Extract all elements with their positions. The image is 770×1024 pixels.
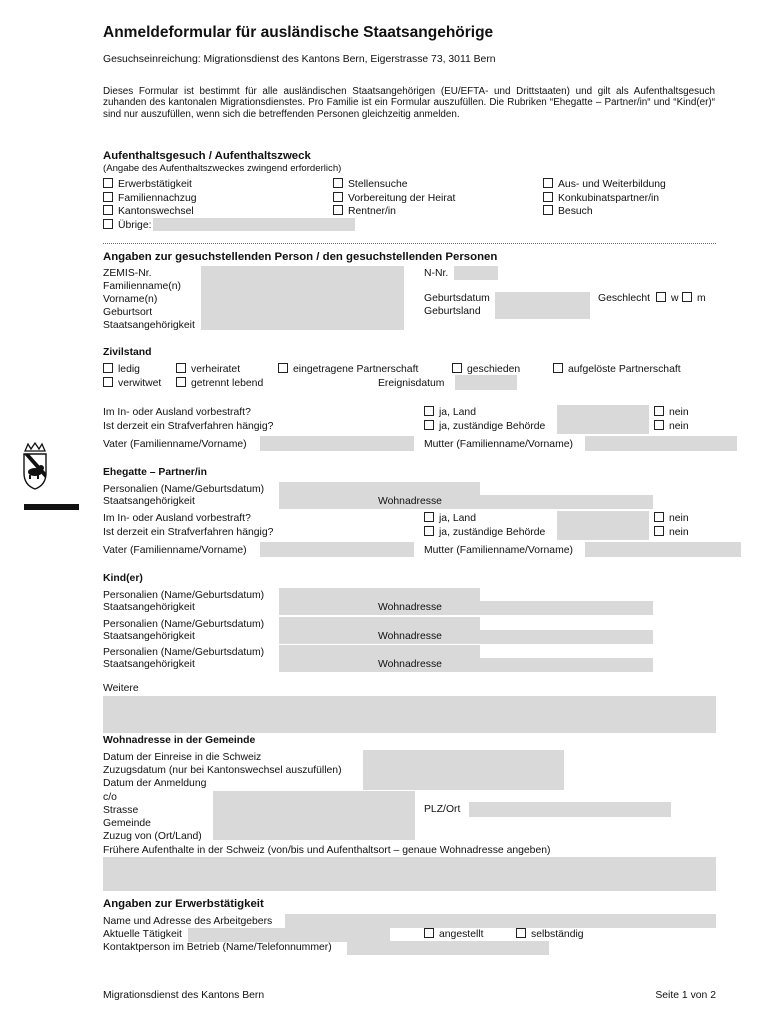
child3-wohnadresse-label: Wohnadresse: [378, 659, 442, 670]
fruehere-aufenthalte-label: Frühere Aufenthalte in der Schweiz (von/bis und Aufenthaltsort – genaue Wohnadresse angeben): [103, 845, 551, 856]
ereignisdatum-label: Ereignisdatum: [378, 378, 445, 389]
spouse-checkbox-ja-land[interactable]: ja, Land: [424, 512, 476, 525]
spouse-strafverfahren-question: Ist derzeit ein Strafverfahren hängig?: [103, 527, 274, 538]
mutter-label: Mutter (Familienname/Vorname): [424, 439, 573, 450]
checkbox-konkubinatspartner[interactable]: Konkubinatspartner/in: [543, 192, 659, 205]
zivilstand-heading: Zivilstand: [103, 347, 152, 358]
children-heading: Kind(er): [103, 573, 143, 584]
intro-text: Dieses Formular ist bestimmt für alle ausländischen Staatsangehörigen (EU/EFTA- und Drittstaaten) und gilt als Aufenthaltsgesuch zuhanden des kantonalen Migrationsdienstes. Pro Familie ist ein Formular auszufüllen. Die Rubriken “Ehegatte – Partner/in“ und “Kind(er)“ sind nur auszufüllen, wenn sich die betreffenden Personen gleichzeitig anmelden.: [103, 86, 715, 120]
spouse-heading: Ehegatte – Partner/in: [103, 467, 207, 478]
checkbox-erwerbstaetigkeit[interactable]: Erwerbstätigkeit: [103, 178, 192, 191]
geburtsdatum-label: Geburtsdatum: [424, 293, 490, 304]
arbeitgeber-input[interactable]: [285, 914, 716, 928]
spouse-wohnadresse-label: Wohnadresse: [378, 496, 442, 507]
bern-coat-of-arms-icon: [18, 441, 52, 491]
uebrige-input[interactable]: [153, 218, 355, 231]
spouse-vater-label: Vater (Familienname/Vorname): [103, 545, 247, 556]
checkbox-weiterbildung[interactable]: Aus- und Weiterbildung: [543, 178, 666, 191]
residence-dates-labels: Datum der Einreise in die Schweiz Zuzugsdatum (nur bei Kantonswechsel auszufüllen) Datum der Anmeldung: [103, 752, 342, 789]
checkbox-angestellt[interactable]: angestellt: [424, 928, 483, 941]
child1-wohnadresse-input[interactable]: [450, 601, 653, 615]
spouse-personalien-label: Personalien (Name/Geburtsdatum): [103, 484, 265, 495]
vorstrafen-details-input[interactable]: [557, 405, 649, 434]
weitere-label: Weitere: [103, 683, 139, 694]
spouse-mutter-input[interactable]: [585, 542, 741, 557]
geschlecht-label: Geschlecht: [598, 293, 650, 304]
n-nr-label: N-Nr.: [424, 268, 449, 279]
checkbox-m[interactable]: m: [682, 292, 706, 305]
child1-personalien-label: Personalien (Name/Geburtsdatum): [103, 590, 265, 601]
child2-wohnadresse-label: Wohnadresse: [378, 631, 442, 642]
child2-staat-label: Staatsangehörigkeit: [103, 631, 195, 642]
page-title: Anmeldeformular für ausländische Staatsangehörige: [103, 24, 494, 41]
section-purpose-heading: Aufenthaltsgesuch / Aufenthaltszweck: [103, 150, 311, 162]
logo-bar: [24, 504, 79, 510]
purpose-note: (Angabe des Aufenthaltszweckes zwingend erforderlich): [103, 163, 342, 174]
residence-address-input[interactable]: [213, 791, 415, 840]
ereignisdatum-input[interactable]: [455, 375, 517, 390]
spouse-staat-label: Staatsangehörigkeit: [103, 496, 195, 507]
child1-staat-label: Staatsangehörigkeit: [103, 602, 195, 613]
checkbox-stellensuche[interactable]: Stellensuche: [333, 178, 408, 191]
residence-address-labels: c/o Strasse Gemeinde Zuzug von (Ort/Land): [103, 792, 202, 842]
n-nr-input[interactable]: [454, 266, 498, 280]
child2-wohnadresse-input[interactable]: [450, 630, 653, 644]
child1-wohnadresse-label: Wohnadresse: [378, 602, 442, 613]
spouse-vorstrafen-input[interactable]: [557, 511, 649, 540]
checkbox-getrennt-lebend[interactable]: getrennt lebend: [176, 377, 263, 390]
checkbox-ledig[interactable]: ledig: [103, 363, 140, 376]
checkbox-familiennachzug[interactable]: Familiennachzug: [103, 192, 197, 205]
spouse-checkbox-nein-2[interactable]: nein: [654, 526, 689, 539]
spouse-checkbox-ja-behoerde[interactable]: ja, zuständige Behörde: [424, 526, 545, 539]
checkbox-nein-2[interactable]: nein: [654, 420, 689, 433]
kontaktperson-label: Kontaktperson im Betrieb (Name/Telefonnummer): [103, 942, 332, 953]
spouse-checkbox-nein-1[interactable]: nein: [654, 512, 689, 525]
checkbox-verwitwet[interactable]: verwitwet: [103, 377, 161, 390]
checkbox-rentner[interactable]: Rentner/in: [333, 205, 396, 218]
fruehere-aufenthalte-input[interactable]: [103, 857, 716, 891]
person-main-input[interactable]: [201, 266, 404, 330]
checkbox-vorbereitung-heirat[interactable]: Vorbereitung der Heirat: [333, 192, 455, 205]
checkbox-ja-land[interactable]: ja, Land: [424, 406, 476, 419]
arbeitgeber-label: Name und Adresse des Arbeitgebers: [103, 916, 273, 927]
footer-left: Migrationsdienst des Kantons Bern: [103, 990, 265, 1001]
checkbox-aufgeloeste-partnerschaft[interactable]: aufgelöste Partnerschaft: [553, 363, 681, 376]
plz-ort-label: PLZ/Ort: [424, 804, 461, 815]
taetigkeit-label: Aktuelle Tätigkeit: [103, 929, 182, 940]
page-subtitle: Gesuchseinreichung: Migrationsdienst des Kantons Bern, Eigerstrasse 73, 3011 Bern: [103, 54, 496, 65]
checkbox-ja-behoerde[interactable]: ja, zuständige Behörde: [424, 420, 545, 433]
page-number: Seite 1 von 2: [655, 990, 716, 1001]
checkbox-besuch[interactable]: Besuch: [543, 205, 593, 218]
vorbestraft-question: Im In- oder Ausland vorbestraft?: [103, 407, 251, 418]
residence-heading: Wohnadresse in der Gemeinde: [103, 735, 256, 746]
plz-ort-input[interactable]: [469, 802, 671, 817]
weitere-input[interactable]: [103, 696, 716, 733]
checkbox-selbstaendig[interactable]: selbständig: [516, 928, 584, 941]
taetigkeit-input[interactable]: [188, 928, 390, 942]
geburtsdatum-input[interactable]: [495, 292, 590, 319]
section-person-heading: Angaben zur gesuchstellenden Person / den gesuchstellenden Personen: [103, 251, 498, 263]
section-divider: [103, 243, 716, 244]
strafverfahren-question: Ist derzeit ein Strafverfahren hängig?: [103, 421, 274, 432]
residence-dates-input[interactable]: [363, 750, 564, 790]
employment-heading: Angaben zur Erwerbstätigkeit: [103, 898, 264, 910]
checkbox-eingetragene-partnerschaft[interactable]: eingetragene Partnerschaft: [278, 363, 418, 376]
spouse-vorbestraft-question: Im In- oder Ausland vorbestraft?: [103, 513, 251, 524]
spouse-wohnadresse-input[interactable]: [450, 495, 653, 509]
vater-input[interactable]: [260, 436, 414, 451]
checkbox-w[interactable]: w: [656, 292, 679, 305]
checkbox-nein-1[interactable]: nein: [654, 406, 689, 419]
child2-personalien-label: Personalien (Name/Geburtsdatum): [103, 619, 265, 630]
kontaktperson-input[interactable]: [347, 941, 549, 955]
checkbox-uebrige[interactable]: Übrige:: [103, 219, 152, 232]
spouse-mutter-label: Mutter (Familienname/Vorname): [424, 545, 573, 556]
vater-label: Vater (Familienname/Vorname): [103, 439, 247, 450]
child3-personalien-label: Personalien (Name/Geburtsdatum): [103, 647, 265, 658]
checkbox-kantonswechsel[interactable]: Kantonswechsel: [103, 205, 194, 218]
mutter-input[interactable]: [585, 436, 737, 451]
spouse-vater-input[interactable]: [260, 542, 414, 557]
checkbox-verheiratet[interactable]: verheiratet: [176, 363, 240, 376]
child3-wohnadresse-input[interactable]: [450, 658, 653, 672]
child3-staat-label: Staatsangehörigkeit: [103, 659, 195, 670]
person-labels: ZEMIS-Nr. Familienname(n) Vorname(n) Geburtsort Staatsangehörigkeit: [103, 268, 195, 331]
checkbox-geschieden[interactable]: geschieden: [452, 363, 520, 376]
geburtsland-label: Geburtsland: [424, 306, 481, 317]
